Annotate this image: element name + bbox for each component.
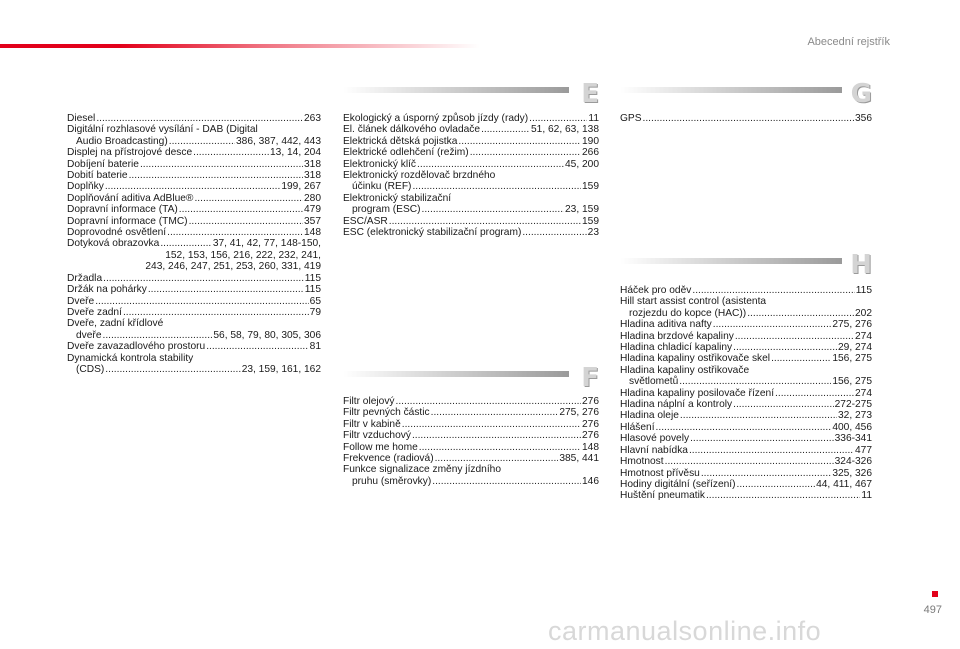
index-entry-term: GPS — [620, 113, 642, 124]
watermark: carmanualsonline.info — [548, 616, 822, 646]
index-entry — [343, 113, 599, 124]
index-entry-term: Doprovodné osvětlení — [67, 227, 167, 239]
index-entry-heading: Dynamická kontrola stability — [67, 352, 194, 364]
index-entry — [343, 453, 599, 464]
index-column-g — [620, 113, 872, 124]
leader-dots — [643, 113, 854, 124]
index-entry — [67, 273, 321, 284]
top-accent-bar — [0, 44, 480, 48]
index-entry-pages: 385, 441 — [559, 453, 599, 465]
index-entry-term: Displej na přístrojové desce — [67, 147, 193, 159]
index-entry-term: El. článek dálkového ovladače — [343, 124, 481, 136]
leader-dots — [775, 388, 854, 399]
index-entry-term: Doplňování aditiva AdBlue® — [67, 192, 194, 204]
leader-dots — [733, 342, 837, 353]
index-entry — [620, 331, 872, 342]
index-entry-term: Dobíjení baterie — [67, 158, 139, 170]
letter-f: F — [581, 363, 599, 393]
index-entry — [620, 353, 872, 364]
leader-dots — [435, 453, 559, 464]
index-entry-term: Dotyková obrazovka — [67, 238, 160, 250]
index-entry-pages: 272-275 — [834, 399, 872, 411]
leader-dots — [431, 407, 559, 418]
index-column-e — [343, 113, 599, 238]
index-entry-term: ESC (elektronický stabilizační program) — [343, 227, 522, 239]
page-marker — [932, 591, 938, 597]
leader-dots — [771, 353, 831, 364]
index-entry-pages: 263 — [304, 113, 321, 124]
index-entry-pages: 11 — [861, 490, 872, 502]
leader-dots — [396, 396, 581, 407]
leader-dots — [689, 445, 854, 456]
leader-dots — [206, 341, 308, 352]
index-entry-term: Hlasové povely — [620, 433, 690, 445]
leader-dots — [105, 364, 240, 375]
index-entry-term: světlometů — [629, 376, 679, 388]
leader-dots — [189, 216, 303, 227]
index-entry-term: Dveře zadní — [67, 306, 122, 318]
index-entry-pages: 13, 14, 204 — [270, 147, 321, 159]
index-entry — [620, 479, 872, 490]
leader-dots — [432, 476, 581, 487]
index-entry — [343, 216, 599, 227]
leader-dots — [102, 330, 212, 341]
index-entry-term: Hmotnost — [620, 456, 664, 468]
index-entry-pages: 65 — [309, 295, 321, 307]
index-entry — [620, 456, 872, 467]
index-entry-term: Elektronický klíč — [343, 158, 417, 170]
index-entry-pages: 274 — [855, 330, 872, 342]
index-entry-pages: 274 — [855, 387, 872, 399]
index-entry-pages: 148 — [304, 227, 321, 239]
index-entry-pages: 159 — [582, 215, 599, 227]
index-entry-term: Hmotnost přívěsu — [620, 467, 700, 479]
leader-dots — [402, 419, 581, 430]
index-column-f — [343, 396, 599, 487]
index-entry — [343, 476, 599, 487]
leader-dots — [167, 227, 303, 238]
leader-dots — [422, 204, 565, 215]
index-entry-term: Hladina kapaliny posilovače řízení — [620, 387, 775, 399]
leader-dots — [529, 113, 587, 124]
index-entry — [620, 490, 872, 501]
index-entry-term: Hladina brzdové kapaliny — [620, 330, 734, 342]
index-entry-pages: 199, 267 — [281, 181, 321, 193]
section-title: Abecední rejstřík — [807, 36, 890, 48]
index-entry-term: Háček pro oděv — [620, 285, 692, 296]
index-entry-term: Dopravní informace (TMC) — [67, 215, 188, 227]
index-entry-pages: 190 — [582, 135, 599, 147]
index-entry-pages: 386, 387, 442, 443 — [236, 135, 321, 147]
index-entry — [620, 433, 872, 444]
index-entry-term: Hlavní nabídka — [620, 444, 688, 456]
index-entry-heading: Funkce signalizace změny jízdního — [343, 464, 501, 476]
leader-dots — [412, 430, 581, 441]
leader-dots — [123, 307, 309, 318]
leader-dots — [417, 159, 564, 170]
index-entry-heading: Hladina kapaliny ostřikovače — [620, 364, 750, 376]
index-entry-term: účinku (REF) — [352, 181, 412, 193]
index-entry — [67, 147, 321, 158]
index-entry-heading: Elektronický stabilizační — [343, 192, 452, 204]
index-entry — [620, 342, 872, 353]
index-entry — [343, 227, 599, 238]
index-entry — [620, 410, 872, 421]
index-entry — [67, 341, 321, 352]
index-entry — [67, 296, 321, 307]
index-entry-term: Držadla — [67, 272, 103, 284]
header-bar — [343, 87, 569, 93]
index-entry-term: Hladina kapaliny ostřikovače skel — [620, 353, 771, 365]
index-entry-term: Ekologický a úsporný způsob jízdy (rady) — [343, 113, 529, 124]
index-entry-pages: 44, 411, 467 — [816, 478, 872, 490]
leader-dots — [735, 331, 854, 342]
leader-dots — [747, 308, 854, 319]
index-entry-term: Filtr olejový — [343, 396, 395, 407]
index-entry-term: rozjezdu do kopce (HAC)) — [629, 307, 747, 319]
leader-dots — [129, 170, 303, 181]
header-bar — [620, 258, 842, 264]
index-entry-pages: 477 — [855, 444, 872, 456]
leader-dots — [481, 124, 530, 135]
index-entry-pages: 324-326 — [834, 456, 872, 468]
index-entry — [343, 204, 599, 215]
index-entry — [67, 330, 321, 341]
letter-header-e — [343, 79, 599, 112]
index-entry-term: program (ESC) — [352, 204, 421, 216]
index-entry — [620, 468, 872, 479]
index-entry — [343, 396, 599, 407]
index-entry-pages: 29, 274 — [838, 342, 872, 354]
leader-dots — [690, 433, 834, 444]
index-entry-term: Audio Broadcasting) — [76, 135, 168, 147]
index-entry-pages: 280 — [304, 192, 321, 204]
index-entry-term: Diesel — [67, 113, 96, 124]
index-entry-pages: 23 — [587, 227, 599, 239]
leader-dots — [160, 238, 212, 249]
index-entry-pages: 51, 62, 63, 138 — [531, 124, 599, 136]
index-entry — [343, 136, 599, 147]
index-entry-pages: 276 — [582, 430, 599, 442]
index-entry-term: Hladina oleje — [620, 410, 679, 422]
index-entry — [67, 284, 321, 295]
index-entry-pages: 318 — [304, 170, 321, 182]
index-entry — [67, 136, 321, 147]
index-entry-pages: 45, 200 — [565, 158, 599, 170]
index-entry — [620, 388, 872, 399]
leader-dots — [656, 422, 832, 433]
index-entry-term: Dveře — [67, 295, 95, 307]
index-entry-term: pruhu (směrovky) — [352, 475, 432, 487]
index-entry-pages: 23, 159 — [565, 204, 599, 216]
index-entry-term: Frekvence (radiová) — [343, 453, 434, 465]
index-entry-term: Hlášení — [620, 421, 655, 433]
index-entry-heading: Hill start assist control (asistenta — [620, 296, 767, 308]
index-entry-term: (CDS) — [76, 363, 105, 375]
index-entry-term: Elektrická dětská pojistka — [343, 135, 458, 147]
leader-dots — [458, 136, 581, 147]
index-entry — [343, 147, 599, 158]
leader-dots — [95, 296, 308, 307]
index-entry-pages: 159 — [582, 181, 599, 193]
letter-header-f — [343, 363, 599, 396]
leader-dots — [105, 181, 281, 192]
index-entry — [67, 227, 321, 238]
index-entry-pages: 156, 275 — [832, 376, 872, 388]
index-entry-pages: 276 — [582, 396, 599, 407]
index-entry-term: Huštění pneumatik — [620, 490, 705, 502]
leader-dots — [680, 410, 837, 421]
index-entry-pages: 400, 456 — [832, 421, 872, 433]
index-entry — [67, 170, 321, 181]
index-entry — [343, 419, 599, 430]
index-entry — [620, 445, 872, 456]
index-entry-pages: 56, 58, 79, 80, 305, 306 — [213, 329, 321, 341]
index-entry — [67, 113, 321, 124]
index-entry-pages: 81 — [309, 341, 321, 353]
leader-dots — [701, 468, 832, 479]
leader-dots — [679, 376, 831, 387]
index-entry-term: Dveře zavazadlového prostoru — [67, 341, 206, 353]
index-entry — [343, 430, 599, 441]
index-entry — [343, 124, 599, 135]
index-entry — [620, 422, 872, 433]
leader-dots — [96, 113, 303, 124]
index-entry-pages: 357 — [304, 215, 321, 227]
leader-dots — [713, 319, 832, 330]
leader-dots — [733, 399, 833, 410]
index-entry-term: Hladina aditiva nafty — [620, 319, 712, 331]
index-entry-pages: 325, 326 — [832, 467, 872, 479]
letter-header-h — [620, 250, 872, 283]
leader-dots — [412, 181, 581, 192]
index-entry-pages: 318 — [304, 158, 321, 170]
index-entry-pages: 276 — [582, 418, 599, 430]
index-entry-term: Elektrické odlehčení (režim) — [343, 147, 469, 159]
index-entry-pages: 115 — [855, 285, 872, 296]
leader-dots — [103, 273, 304, 284]
index-entry-pages: 356 — [855, 113, 872, 124]
index-entry-term: ESC/ASR — [343, 215, 388, 227]
index-entry-pages: 148 — [582, 441, 599, 453]
index-entry-pages: 202 — [855, 307, 872, 319]
index-entry — [343, 407, 599, 418]
header-bar — [620, 87, 842, 93]
index-entry — [620, 113, 872, 124]
leader-dots — [665, 456, 834, 467]
index-entry — [67, 204, 321, 215]
index-entry — [620, 308, 872, 319]
leader-dots — [419, 442, 581, 453]
index-column-h — [620, 285, 872, 502]
index-entry — [620, 319, 872, 330]
index-entry-term: Hodiny digitální (seřízení) — [620, 478, 736, 490]
index-entry-pages: 11 — [588, 113, 599, 124]
index-entry-pages-continued: 152, 153, 156, 216, 222, 232, 241, — [165, 249, 321, 261]
index-entry — [67, 181, 321, 192]
index-entry-pages: 79 — [309, 306, 321, 318]
leader-dots — [692, 285, 854, 296]
letter-h: H — [850, 250, 872, 280]
index-entry-term: dveře — [76, 329, 102, 341]
index-entry — [67, 193, 321, 204]
index-entry-pages: 156, 275 — [832, 353, 872, 365]
leader-dots — [179, 204, 303, 215]
leader-dots — [193, 147, 269, 158]
leader-dots — [140, 159, 303, 170]
index-entry — [620, 376, 872, 387]
letter-e: E — [581, 79, 599, 109]
index-entry-heading: Dveře, zadní křídlové — [67, 318, 164, 330]
leader-dots — [389, 216, 581, 227]
leader-dots — [169, 136, 235, 147]
header-bar — [343, 371, 569, 377]
index-entry — [67, 307, 321, 318]
leader-dots — [522, 227, 586, 238]
index-entry-term: Doplňky — [67, 181, 104, 193]
index-entry — [67, 364, 321, 375]
leader-dots — [706, 490, 860, 501]
leader-dots — [148, 284, 304, 295]
leader-dots — [737, 479, 816, 490]
index-entry-pages: 115 — [304, 284, 321, 296]
index-entry-term: Filtr pevných částic — [343, 407, 430, 419]
index-entry-heading: Elektronický rozdělovač brzdného — [343, 170, 496, 182]
index-entry-pages-continued: 243, 246, 247, 251, 253, 260, 331, 419 — [145, 261, 321, 273]
index-column-d — [67, 113, 321, 375]
index-entry-pages: 32, 273 — [838, 410, 872, 422]
leader-dots — [470, 147, 581, 158]
index-entry-pages: 275, 276 — [559, 407, 599, 419]
index-entry-heading: Digitální rozhlasové vysílání - DAB (Digital — [67, 124, 258, 136]
letter-g: G — [850, 79, 872, 109]
letter-header-g — [620, 79, 872, 112]
index-entry — [343, 181, 599, 192]
index-entry-pages: 37, 41, 42, 77, 148-150, — [212, 238, 321, 250]
index-entry-pages: 146 — [582, 475, 599, 487]
index-entry — [67, 238, 321, 249]
leader-dots — [194, 193, 303, 204]
page-number: 497 — [923, 604, 942, 616]
index-entry-term: Dobití baterie — [67, 170, 128, 182]
index-entry-pages: 479 — [304, 204, 321, 216]
index-entry-pages: 23, 159, 161, 162 — [241, 363, 321, 375]
index-entry — [67, 216, 321, 227]
index-entry-pages: 336-341 — [834, 433, 872, 445]
index-entry-term: Filtr v kabině — [343, 418, 401, 430]
index-entry-term: Držák na pohárky — [67, 284, 147, 296]
index-entry-term: Filtr vzduchový — [343, 430, 411, 442]
index-entry-pages: 115 — [304, 272, 321, 284]
index-entry-pages: 275, 276 — [832, 319, 872, 331]
index-entry-term: Hladina náplní a kontroly — [620, 399, 733, 411]
index-entry — [620, 399, 872, 410]
index-entry — [343, 159, 599, 170]
index-entry-pages: 266 — [582, 147, 599, 159]
index-entry — [67, 159, 321, 170]
index-entry — [620, 285, 872, 296]
index-entry — [343, 442, 599, 453]
index-entry-term: Follow me home — [343, 441, 418, 453]
index-entry-term: Hladina chladicí kapaliny — [620, 342, 733, 354]
index-entry-term: Dopravní informace (TA) — [67, 204, 178, 216]
